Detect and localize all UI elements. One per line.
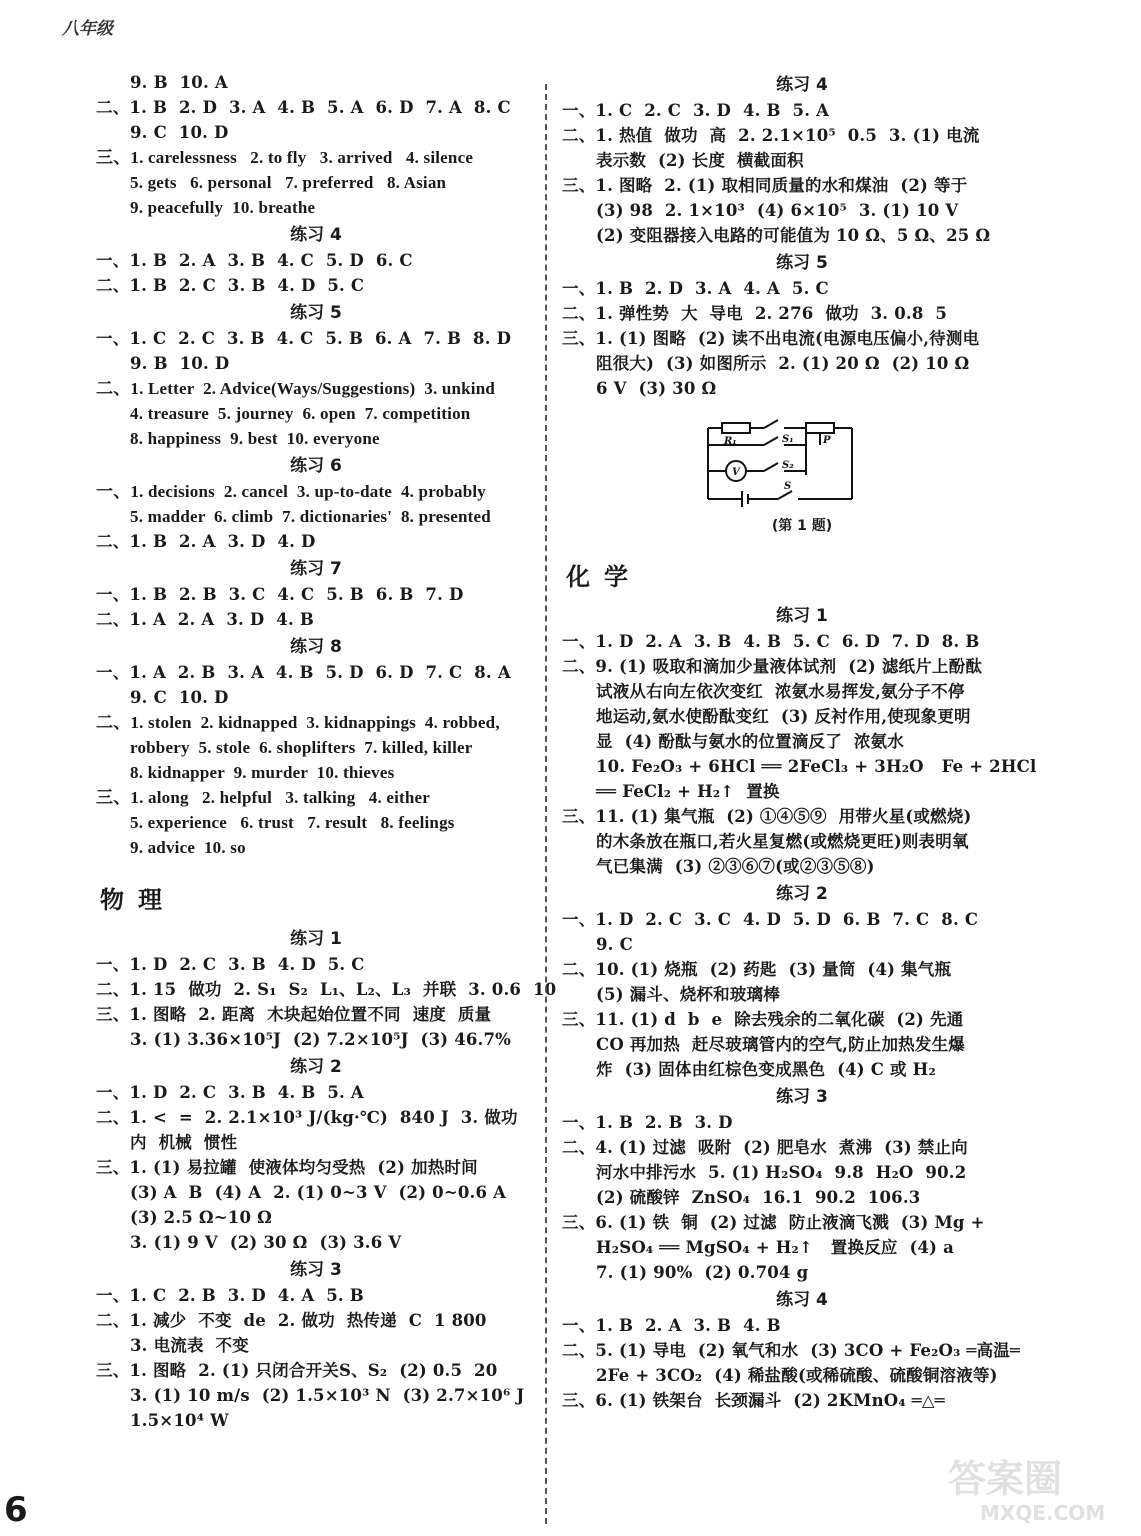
section-heading: 练习 1 [290,929,342,949]
subject-heading: 物理 [100,886,176,914]
label-p: P [823,435,831,446]
answer-line: 地运动,氨水使酚酞变红 (3) 反衬作用,使现象更明 [596,707,971,726]
right-column-chemistry [562,559,1042,1413]
answer-line: 9. C 10. D [130,688,229,707]
section-heading: 练习 3 [290,1260,342,1280]
answer-line: (2) 硫酸锌 ZnSO₄ 16.1 90.2 106.3 [596,1188,921,1207]
section-heading: 练习 1 [776,606,828,626]
watermark-url: MXQE.COM [980,1501,1106,1525]
answer-line: 9. advice 10. so [130,838,246,857]
watermark-logo [940,1448,1130,1526]
answer-line: 一、1. B 2. B 3. C 4. C 5. B 6. B 7. D [96,585,464,604]
answer-line: 三、6. (1) 铁 铜 (2) 过滤 防止液滴飞溅 (3) Mg + [562,1213,985,1232]
answer-line: 二、1. B 2. C 3. B 4. D 5. C [96,276,365,295]
answer-line: 5. madder 6. climb 7. dictionaries' 8. presented [130,507,491,526]
section-heading: 练习 4 [776,75,828,95]
answer-line: 三、1. 图略 2. (1) 取相同质量的水和煤油 (2) 等于 [562,176,968,195]
answer-line: 试液从右向左依次变红 浓氨水易挥发,氨分子不停 [596,682,965,701]
answer-line: 一、1. D 2. A 3. B 4. B 5. C 6. D 7. D 8. B [562,632,980,651]
section-heading: 练习 4 [776,1290,828,1310]
watermark-title: 答案圈 [948,1457,1063,1501]
answer-line: 9. B 10. A [130,73,228,92]
answer-line: (3) 98 2. 1×10³ (4) 6×10⁵ 3. (1) 10 V [596,201,959,220]
answer-line: 4. treasure 5. journey 6. open 7. competition [130,404,471,423]
answer-line: 9. peacefully 10. breathe [130,198,316,217]
answer-line: 二、1. A 2. A 3. D 4. B [96,610,315,629]
answer-line: 8. happiness 9. best 10. everyone [130,429,380,448]
answer-line: 二、1. stolen 2. kidnapped 3. kidnappings 4. robbed, [96,713,500,732]
answer-line: 一、1. B 2. A 3. B 4. B [562,1316,781,1335]
label-s2: S₂ [782,460,794,471]
left-column [96,70,557,1433]
section-heading: 练习 3 [776,1087,828,1107]
answer-line: 三、6. (1) 铁架台 长颈漏斗 (2) 2KMnO₄ ═△═ [562,1391,945,1410]
answer-line: 三、1. 图略 2. (1) 只闭合开关S、S₂ (2) 0.5 20 [96,1361,498,1380]
answer-line: 河水中排污水 5. (1) H₂SO₄ 9.8 H₂O 90.2 [596,1163,967,1182]
right-column-physics [562,72,1042,401]
section-heading: 练习 2 [776,884,828,904]
answer-line: 一、1. B 2. B 3. D [562,1113,733,1132]
answer-line: 二、4. (1) 过滤 吸附 (2) 肥皂水 煮沸 (3) 禁止向 [562,1138,968,1157]
answer-line: 一、1. A 2. B 3. A 4. B 5. D 6. D 7. C 8. A [96,663,511,682]
answer-line: 9. C [596,935,633,954]
answer-line: (2) 变阻器接入电路的可能值为 10 Ω、5 Ω、25 Ω [596,226,991,245]
answer-line: 一、1. D 2. C 3. B 4. D 5. C [96,955,365,974]
column-divider [545,84,547,1524]
answer-line: 一、1. C 2. C 3. D 4. B 5. A [562,101,830,120]
answer-line: 一、1. decisions 2. cancel 3. up-to-date 4. probably [96,482,486,501]
circuit-diagram [702,415,862,511]
answer-line: 三、11. (1) 集气瓶 (2) ①④⑤⑨ 用带火星(或燃烧) [562,807,972,826]
section-heading: 练习 5 [776,253,828,273]
label-s: S [784,481,792,492]
answer-line: 3. (1) 3.36×10⁵J (2) 7.2×10⁵J (3) 46.7% [130,1030,512,1049]
answer-line: 一、1. C 2. B 3. D 4. A 5. B [96,1286,364,1305]
answer-line: 8. kidnapper 9. murder 10. thieves [130,763,395,782]
answer-line: 一、1. B 2. D 3. A 4. A 5. C [562,279,829,298]
answer-line: 炸 (3) 固体由红棕色变成黑色 (4) C 或 H₂ [596,1060,936,1079]
section-heading: 练习 6 [290,456,342,476]
answer-line: (5) 漏斗、烧杯和玻璃棒 [596,985,780,1004]
answer-line: 阻很大) (3) 如图所示 2. (1) 20 Ω (2) 10 Ω [596,354,970,373]
answer-line: 二、1. 弹性势 大 导电 2. 276 做功 3. 0.8 5 [562,304,948,323]
answer-line: 10. Fe₂O₃ + 6HCl ══ 2FeCl₃ + 3H₂O Fe + 2HCl [596,757,1037,776]
answer-line: 一、1. C 2. C 3. B 4. C 5. B 6. A 7. B 8. D [96,329,512,348]
answer-line: (3) A B (4) A 2. (1) 0~3 V (2) 0~0.6 A [130,1183,507,1202]
answer-line: 一、1. B 2. A 3. B 4. C 5. D 6. C [96,251,413,270]
answer-line: 二、1. 热值 做功 高 2. 2.1×10⁵ 0.5 3. (1) 电流 [562,126,980,145]
figure-caption: (第 1 题) [771,518,833,534]
label-voltmeter: V [732,467,740,478]
answer-line: 三、1. (1) 图略 (2) 读不出电流(电源电压偏小,待测电 [562,329,980,348]
answer-line: H₂SO₄ ══ MgSO₄ + H₂↑ 置换反应 (4) a [596,1238,955,1257]
answer-line: 二、1. Letter 2. Advice(Ways/Suggestions) 3. unkind [96,379,496,398]
answer-line: 三、1. carelessness 2. to fly 3. arrived 4. silence [96,148,474,167]
section-heading: 练习 5 [290,303,342,323]
answer-line: 的木条放在瓶口,若火星复燃(或燃烧更旺)则表明氧 [596,832,969,851]
answer-line: robbery 5. stole 6. shoplifters 7. killed, killer [130,738,473,757]
answer-line: 9. C 10. D [130,123,229,142]
answer-line: 显 (4) 酚酞与氨水的位置滴反了 浓氨水 [596,732,904,751]
answer-line: 内 机械 惯性 [130,1133,238,1152]
section-heading: 练习 8 [290,637,342,657]
answer-line: 一、1. D 2. C 3. B 4. B 5. A [96,1083,364,1102]
answer-line: 二、5. (1) 导电 (2) 氧气和水 (3) 3CO + Fe₂O₃ ═高温═ [562,1341,1021,1360]
answer-line: 二、1. < = 2. 2.1×10³ J/(kg·℃) 840 J 3. 做功 [96,1108,518,1127]
section-heading: 练习 2 [290,1057,342,1077]
answer-line: 二、9. (1) 吸取和滴加少量液体试剂 (2) 滤纸片上酚酞 [562,657,983,676]
answer-line: 3. 电流表 不变 [130,1336,249,1355]
right-column [562,70,1042,1413]
section-heading: 练习 4 [290,225,342,245]
rheostat-body [806,423,834,433]
answer-line: 二、1. 减少 不变 de 2. 做功 热传递 C 1 800 [96,1311,487,1330]
answer-line: 6 V (3) 30 Ω [596,379,717,398]
answer-line: CO 再加热 赶尽玻璃管内的空气,防止加热发生爆 [596,1035,965,1054]
resistor-r1-body [722,423,750,433]
answer-line: 三、1. 图略 2. 距离 木块起始位置不同 速度 质量 [96,1005,492,1024]
answer-line: 二、1. 15 做功 2. S₁ S₂ L₁、L₂、L₃ 并联 3. 0.6 10 [96,980,557,999]
answer-line: 1.5×10⁴ W [130,1411,229,1430]
answer-line: 5. gets 6. personal 7. preferred 8. Asian [130,173,447,192]
answer-line: 三、11. (1) d b e 除去残余的二氧化碳 (2) 先通 [562,1010,964,1029]
answer-line: 一、1. D 2. C 3. C 4. D 5. D 6. B 7. C 8. C [562,910,979,929]
answer-line: 3. (1) 9 V (2) 30 Ω (3) 3.6 V [130,1233,402,1252]
answer-line: 三、1. (1) 易拉罐 使液体均匀受热 (2) 加热时间 [96,1158,478,1177]
answer-line: 5. experience 6. trust 7. result 8. feelings [130,813,455,832]
page-number: 6 [4,1490,28,1530]
section-heading: 练习 7 [290,559,342,579]
answer-line: 9. B 10. D [130,354,230,373]
answer-line: 三、1. along 2. helpful 3. talking 4. either [96,788,431,807]
answer-line: 表示数 (2) 长度 横截面积 [596,151,804,170]
page-header: 八年级 [62,19,113,39]
answer-line: (3) 2.5 Ω~10 Ω [130,1208,272,1227]
label-r1: R₁ [724,436,737,447]
answer-line: 气已集满 (3) ②③⑥⑦(或②③⑤⑧) [596,857,875,876]
answer-line: 二、1. B 2. A 3. D 4. D [96,532,316,551]
label-s1: S₁ [782,434,794,445]
answer-line: 7. (1) 90% (2) 0.704 g [596,1263,809,1282]
answer-line: 二、1. B 2. D 3. A 4. B 5. A 6. D 7. A 8. C [96,98,511,117]
subject-heading: 化学 [566,563,642,591]
answer-line: 2Fe + 3CO₂ (4) 稀盐酸(或稀硫酸、硫酸铜溶液等) [596,1366,998,1385]
answer-line: ══ FeCl₂ + H₂↑ 置换 [596,782,780,801]
answer-line: 二、10. (1) 烧瓶 (2) 药匙 (3) 量筒 (4) 集气瓶 [562,960,952,979]
answer-line: 3. (1) 10 m/s (2) 1.5×10³ N (3) 2.7×10⁶ J [130,1386,525,1405]
